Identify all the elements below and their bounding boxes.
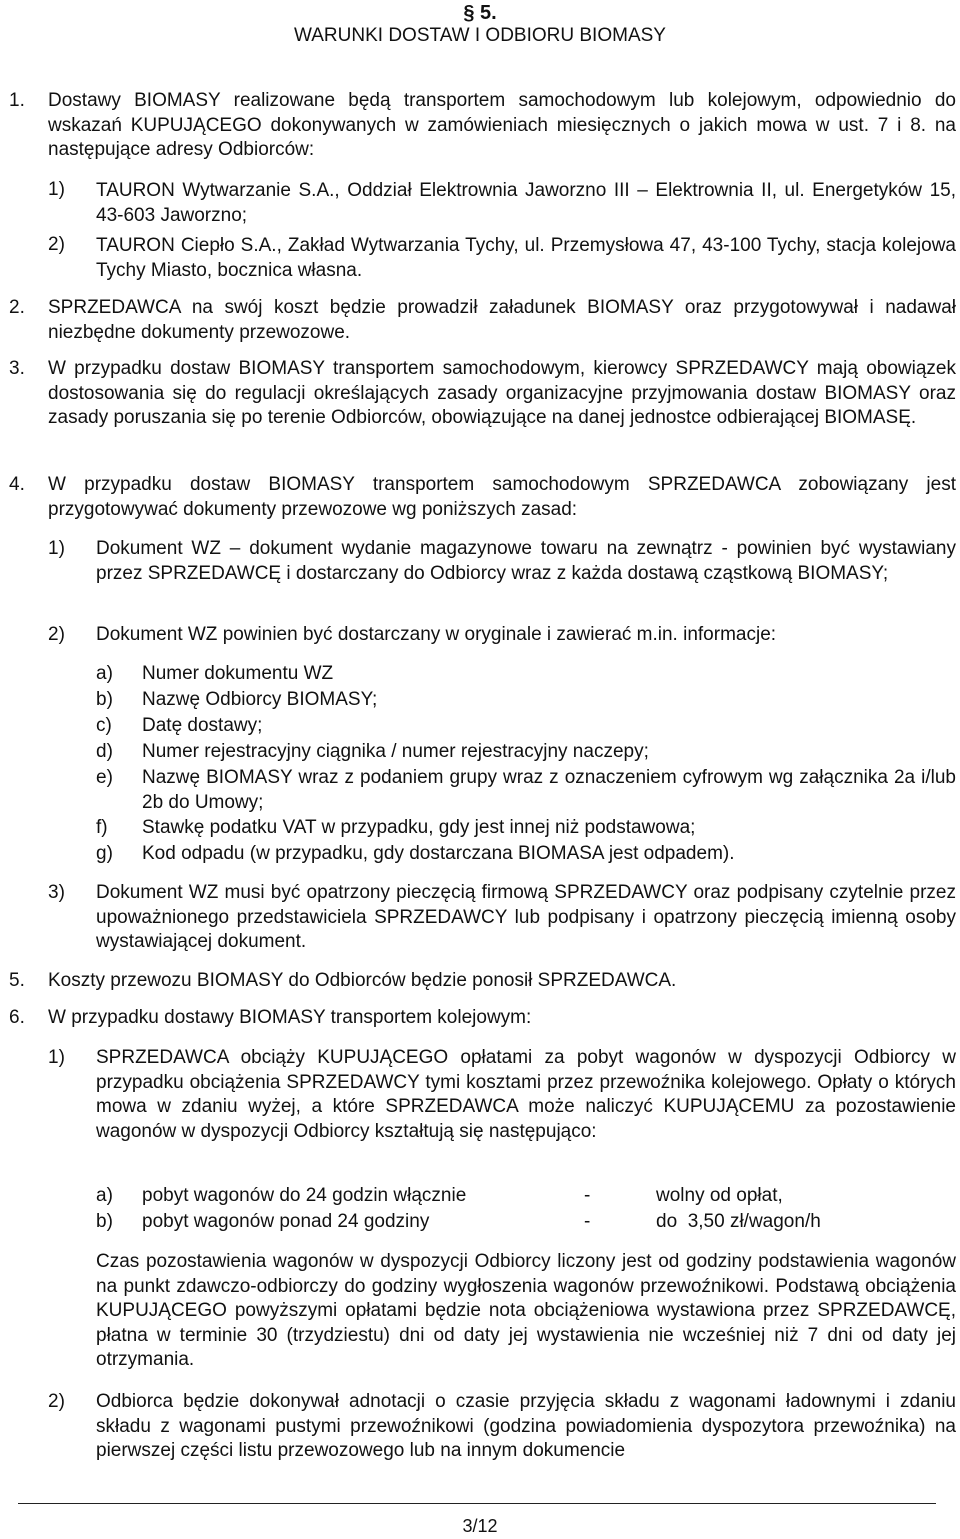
list-letter: a) <box>96 663 113 684</box>
list-number: 1) <box>48 179 65 200</box>
paragraph-number: 6. <box>9 1007 25 1028</box>
list-number: 2) <box>48 1391 65 1412</box>
paragraph-4: W przypadku dostaw BIOMASY transportem samochodowym SPRZEDAWCA zobowiązany jest przygotowywać dokumenty przewozowe wg poniższych zasad: <box>48 474 956 520</box>
paragraph-number: 3. <box>9 358 25 379</box>
fee-label: pobyt wagonów ponad 24 godziny <box>142 1211 430 1232</box>
paragraph-2: SPRZEDAWCA na swój koszt będzie prowadził załadunek BIOMASY oraz przygotowywał i nadawał niezbędne dokumenty przewozowe. <box>48 297 956 343</box>
paragraph-6: W przypadku dostawy BIOMASY transportem kolejowym: <box>48 1007 532 1028</box>
wz-info-b: Nazwę Odbiorcy BIOMASY; <box>142 689 378 710</box>
wz-info-e: Nazwę BIOMASY wraz z podaniem grupy wraz z oznaczeniem cyfrowym wg załącznika 2a i/lub 2b do Umowy; <box>142 767 956 813</box>
rail-fees-intro: SPRZEDAWCA obciąży KUPUJĄCEGO opłatami za pobyt wagonów w dyspozycji Odbiorcy w przypadku obciążenia SPRZEDAWCY tymi kosztami przez przewoźnika kolejowego. Opłaty o których mowa w zdaniu wyżej, a które SPRZEDAWCA może naliczyć KUPUJĄCEMU za pozostawienie wagonów w dyspozycji Odbiorcy kształtują się następująco: <box>96 1047 956 1142</box>
fee-label: pobyt wagonów do 24 godzin włącznie <box>142 1185 467 1206</box>
wz-rule-2: Dokument WZ powinien być dostarczany w oryginale i zawierać m.in. informacje: <box>96 624 777 645</box>
list-letter: b) <box>96 1211 113 1232</box>
list-number: 3) <box>48 882 65 903</box>
wz-info-g: Kod odpadu (w przypadku, gdy dostarczana BIOMASA jest odpadem). <box>142 843 735 864</box>
wz-rule-3: Dokument WZ musi być opatrzony pieczęcią firmową SPRZEDAWCY oraz podpisany czytelnie przez upoważnionego przedstawiciela SPRZEDAWCY lub podpisany i opatrzony pieczęcią imienną osoby wystawiającej dokument. <box>96 882 956 952</box>
paragraph-number: 4. <box>9 474 25 495</box>
list-letter: d) <box>96 741 113 762</box>
list-number: 2) <box>48 234 65 255</box>
section-title: WARUNKI DOSTAW I ODBIORU BIOMASY <box>294 25 666 46</box>
wz-rule-1: Dokument WZ – dokument wydanie magazynowe towaru na zewnątrz - powinien być wystawiany przez SPRZEDAWCĘ i dostarczany do Odbiorcy wraz z każda dostawą cząstkową BIOMASY; <box>96 538 956 584</box>
paragraph-3: W przypadku dostaw BIOMASY transportem samochodowym, kierowcy SPRZEDAWCY mają obowiązek dostosowania się do regulacji określających zasady organizacyjne przyjmowania dostaw BIOMASY oraz zasady poruszania się po terenie Odbiorców, obowiązujące na danej jednostce odbierającej BIOMASĘ. <box>48 358 956 428</box>
list-number: 1) <box>48 538 65 559</box>
fee-note: Czas pozostawienia wagonów w dyspozycji Odbiorcy liczony jest od godziny podstawienia wagonów na punkt zdawczo-odbiorczy do godziny wygłoszenia wagonów przewoźnikowi. Podstawą obciążenia KUPUJĄCEGO powyższymi opłatami będzie nota obciążeniowa wystawiona przez SPRZEDAWCĘ, płatna w terminie 30 (trzydziestu) dni od daty jej wystawienia nie wcześniej niż 7 dni od daty jej otrzymania. <box>96 1251 956 1370</box>
section-number: § 5. <box>463 2 497 24</box>
fee-value: do 3,50 zł/wagon/h <box>656 1211 821 1232</box>
list-number: 1) <box>48 1047 65 1068</box>
address-item-1: TAURON Wytwarzanie S.A., Oddział Elektrownia Jaworzno III – Elektrownia II, ul. Energetyków 15, 43-603 Jaworzno; <box>96 180 956 226</box>
wz-info-f: Stawkę podatku VAT w przypadku, gdy jest innej niż podstawowa; <box>142 817 696 838</box>
list-letter: a) <box>96 1185 113 1206</box>
wz-info-d: Numer rejestracyjny ciągnika / numer rejestracyjny naczepy; <box>142 741 649 762</box>
paragraph-number: 1. <box>9 90 25 111</box>
list-letter: f) <box>96 817 108 838</box>
list-letter: c) <box>96 715 112 736</box>
paragraph-1: Dostawy BIOMASY realizowane będą transportem samochodowym lub kolejowym, odpowiednio do wskazań KUPUJĄCEGO dokonywanych w zamówieniach miesięcznych o jakich mowa w ust. 7 i 8. na następujące adresy Odbiorców: <box>48 90 956 160</box>
list-letter: e) <box>96 767 113 788</box>
footer-divider <box>18 1503 936 1504</box>
address-item-2: TAURON Ciepło S.A., Zakład Wytwarzania Tychy, ul. Przemysłowa 47, 43-100 Tychy, stacja kolejowa Tychy Miasto, bocznica własna. <box>96 235 956 281</box>
page-number: 3/12 <box>462 1516 498 1536</box>
list-letter: g) <box>96 843 113 864</box>
fee-dash: - <box>584 1211 591 1232</box>
fee-value: wolny od opłat, <box>656 1185 783 1206</box>
wz-info-c: Datę dostawy; <box>142 715 263 736</box>
list-number: 2) <box>48 624 65 645</box>
paragraph-number: 5. <box>9 970 25 991</box>
rail-annotation: Odbiorca będzie dokonywał adnotacji o czasie przyjęcia składu z wagonami ładownymi i zdaniu składu z wagonami pustymi przewoźnikowi (godzina powiadomienia dyspozytora przewoźnika) na pierwszej części listu przewozowego lub na innym dokumencie <box>96 1391 956 1461</box>
list-letter: b) <box>96 689 113 710</box>
wz-info-a: Numer dokumentu WZ <box>142 663 334 684</box>
paragraph-number: 2. <box>9 297 25 318</box>
fee-dash: - <box>584 1185 591 1206</box>
paragraph-5: Koszty przewozu BIOMASY do Odbiorców będzie ponosił SPRZEDAWCA. <box>48 970 677 991</box>
